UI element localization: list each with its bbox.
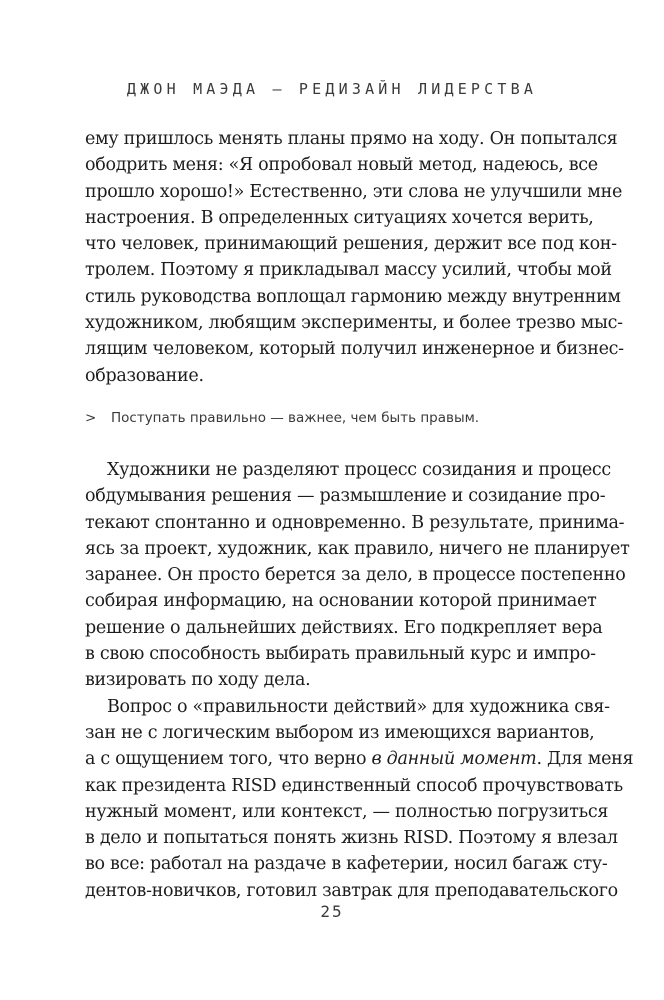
text-line: как президента RISD единственный способ прочувствовать <box>85 775 623 796</box>
text-line: что человек, принимающий решения, держит все под кон- <box>85 234 617 255</box>
text-line: лящим человеком, который получил инженерное и бизнес- <box>85 339 624 360</box>
text-line: зан не с логическим выбором из имеющихся вариантов, <box>85 722 595 743</box>
text-line: обдумывания решения — размышление и созидание про- <box>85 486 606 507</box>
text-line: ясь за проект, художник, как правило, ничего не планирует <box>85 538 630 559</box>
text-segment: . Для меня <box>536 749 634 770</box>
text-line: в дело и попытаться понять жизнь RISD. Поэтому я влезал <box>85 828 618 849</box>
text-line: ему пришлось менять планы прямо на ходу. Он попытался <box>85 129 618 149</box>
text-line: нужный момент, или контекст, — полностью погрузиться <box>85 801 609 822</box>
quote-text: Поступать правильно — важнее, чем быть правым. <box>111 410 480 426</box>
page-number: 25 <box>320 902 344 921</box>
quote-marker: > <box>85 410 97 426</box>
text-line: Художники не разделяют процесс созидания и процесс <box>107 460 611 480</box>
paragraph-continued <box>85 126 624 389</box>
text-segment: а с ощущением того, что верно <box>85 749 372 770</box>
body-text <box>85 457 634 904</box>
text-line: собирая информацию, на основании которой принимает <box>85 591 597 612</box>
text-line: прошло хорошо!» Естественно, эти слова не улучшили мне <box>85 181 623 202</box>
text-line: визировать по ходу дела. <box>85 670 311 691</box>
text-line: заранее. Он просто берется за дело, в процессе постепенно <box>85 565 626 586</box>
running-head: ДЖОН МАЭДА — РЕДИЗАЙН ЛИДЕРСТВА <box>126 80 538 98</box>
text-line: тролем. Поэтому я прикладывал массу усилий, чтобы мой <box>85 260 612 281</box>
text-line: стиль руководства воплощал гармонию между внутренним <box>85 286 621 307</box>
text-line: дентов-новичков, готовил завтрак для преподавательского <box>85 880 618 901</box>
text-line: настроения. В определенных ситуациях хочется верить, <box>85 207 594 228</box>
text-line: в свою способность выбирать правильный курс и импро- <box>85 644 596 665</box>
text-line: решение о дальнейших действиях. Его подкрепляет вера <box>85 617 603 638</box>
text-line: художником, любящим эксперименты, и более трезво мыс- <box>85 313 623 334</box>
text-line: во все: работал на раздаче в кафетерии, носил багаж сту- <box>85 854 608 875</box>
pull-quote <box>85 410 479 426</box>
text-line-with-emphasis <box>85 746 634 772</box>
text-line: текают спонтанно и одновременно. В результате, принима- <box>85 512 625 533</box>
text-line: ободрить меня: «Я опробовал новый метод, надеюсь, все <box>85 155 598 176</box>
text-line: Вопрос о «правильности действий» для художника свя- <box>107 696 610 717</box>
emphasis-text: в данный момент <box>371 749 537 770</box>
text-line: образование. <box>85 365 204 386</box>
